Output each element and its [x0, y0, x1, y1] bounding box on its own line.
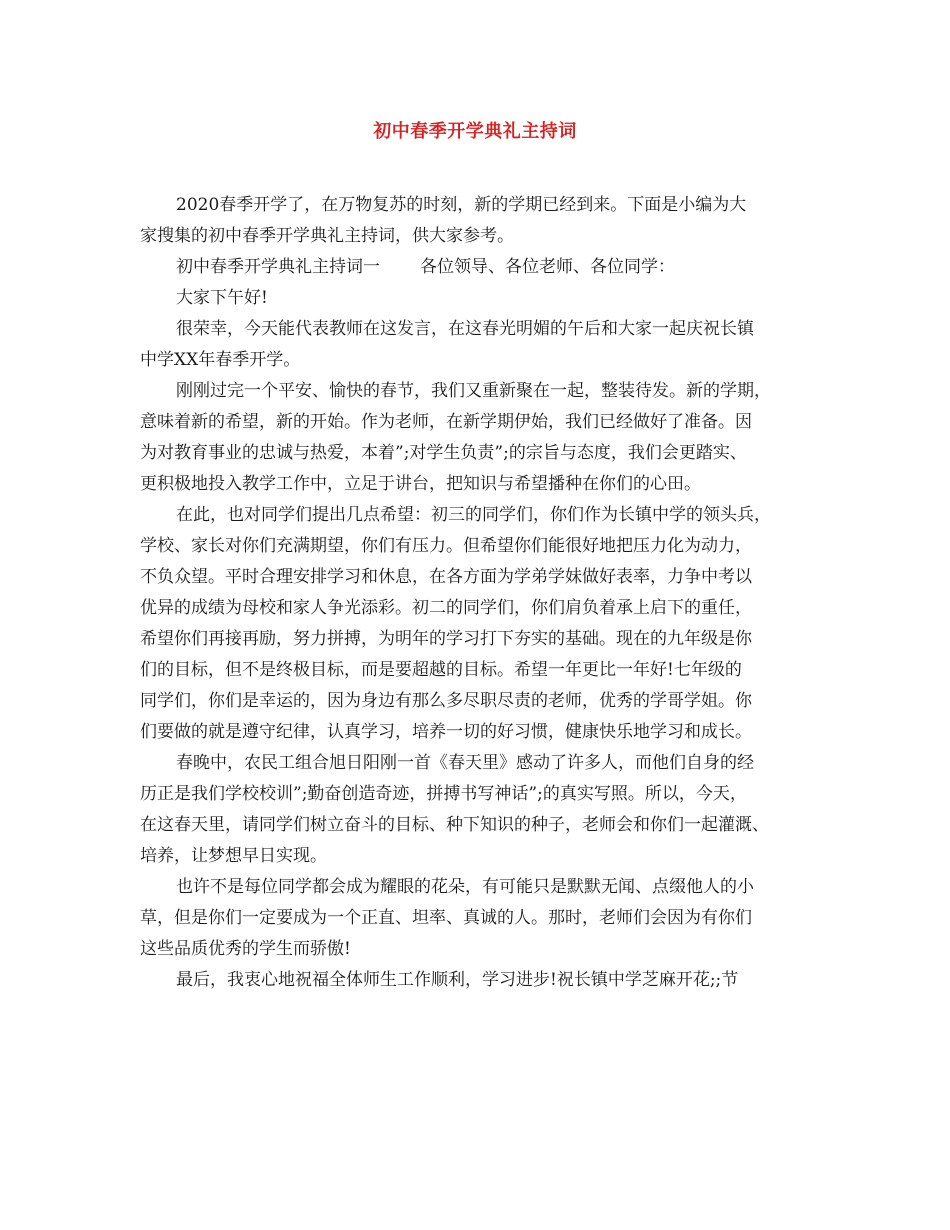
text-line-content: 初中春季开学典礼主持词一 [176, 257, 380, 277]
text-line [140, 407, 830, 438]
text-line [140, 903, 830, 934]
text-line-content: 历正是我们学校校训”;勤奋创造奇迹，拼搏书写神话”;的真实写照。所以，今天， [140, 784, 747, 804]
text-line-content: 中学XX年春季开学。 [140, 350, 301, 370]
text-line [140, 500, 830, 531]
text-line [140, 872, 830, 903]
text-line [140, 841, 830, 872]
text-line-content: 学校、家长对你们充满期望，你们有压力。但希望你们能很好地把压力化为动力， [140, 536, 752, 556]
text-line [140, 314, 830, 345]
text-line-content: 最后，我衷心地祝福全体师生工作顺利，学习进步!祝长镇中学芝麻开花;;节 [176, 970, 739, 990]
text-line [140, 376, 830, 407]
text-line-content: 更积极地投入教学工作中，立足于讲台，把知识与希望播种在你们的心田。 [140, 474, 701, 494]
text-line [140, 221, 830, 252]
text-line [140, 686, 830, 717]
text-line-content: 在这春天里，请同学们树立奋斗的目标、种下知识的种子，老师会和你们一起灌溉、 [140, 815, 769, 835]
text-line [140, 748, 830, 779]
text-line-content: 培养，让梦想早日实现。 [140, 846, 327, 866]
text-line [140, 438, 830, 469]
text-line-content: 春晚中，农民工组合旭日阳刚一首《春天里》感动了许多人，而他们自身的经 [176, 753, 754, 773]
text-line [140, 655, 830, 686]
text-line-content: 大家下午好! [176, 288, 268, 308]
text-line [140, 717, 830, 748]
text-line-content: 很荣幸，今天能代表教师在这发言，在这春光明媚的午后和大家一起庆祝长镇 [176, 319, 754, 339]
text-line-content: 家搜集的初中春季开学典礼主持词，供大家参考。 [140, 226, 514, 246]
text-line [140, 779, 830, 810]
text-line [140, 469, 830, 500]
text-line [140, 593, 830, 624]
text-line-content: 这些品质优秀的学生而骄傲! [140, 939, 351, 959]
text-line-content: 优异的成绩为母校和家人争光添彩。初二的同学们，你们肩负着承上启下的重任， [140, 598, 752, 618]
text-line [140, 965, 830, 996]
text-line [140, 345, 830, 376]
text-line-content: 在此，也对同学们提出几点希望：初三的同学们，你们作为长镇中学的领头兵， [176, 505, 771, 525]
text-line-content: 不负众望。平时合理安排学习和休息，在各方面为学弟学妹做好表率，力争中考以 [140, 567, 752, 587]
text-line [140, 190, 830, 221]
text-line [140, 531, 830, 562]
text-line-content: 为对教育事业的忠诚与热爱，本着”;对学生负责”;的宗旨与态度，我们会更踏实、 [140, 443, 747, 463]
text-line-content: 刚刚过完一个平安、愉快的春节，我们又重新聚在一起，整装待发。新的学期， [176, 381, 771, 401]
text-line [140, 283, 830, 314]
text-line-content: 也许不是每位同学都会成为耀眼的花朵，有可能只是默默无闻、点缀他人的小 [176, 877, 754, 897]
text-line [140, 252, 830, 283]
text-line-content: 希望你们再接再励，努力拼搏，为明年的学习打下夯实的基础。现在的九年级是你 [140, 629, 752, 649]
text-line-content: 草，但是你们一定要成为一个正直、坦率、真诚的人。那时，老师们会因为有你们 [140, 908, 752, 928]
text-line [140, 810, 830, 841]
text-line [140, 934, 830, 965]
text-line-content: 们要做的就是遵守纪律，认真学习，培养一切的好习惯，健康快乐地学习和成长。 [140, 722, 752, 742]
text-line-content: 同学们，你们是幸运的，因为身边有那么多尽职尽责的老师，优秀的学哥学姐。你 [140, 691, 752, 711]
document-body [140, 190, 830, 996]
text-line-content: 们的目标，但不是终极目标，而是要超越的目标。希望一年更比一年好!七年级的 [140, 660, 742, 680]
text-line [140, 624, 830, 655]
text-line [140, 562, 830, 593]
text-line-content-secondary: 各位领导、各位老师、各位同学： [420, 257, 675, 277]
document-title: 初中春季开学典礼主持词 [373, 121, 577, 142]
text-line-content: 2020春季开学了，在万物复苏的时刻，新的学期已经到来。下面是小编为大 [176, 195, 747, 215]
text-line-content: 意味着新的希望，新的开始。作为老师，在新学期伊始，我们已经做好了准备。因 [140, 412, 752, 432]
